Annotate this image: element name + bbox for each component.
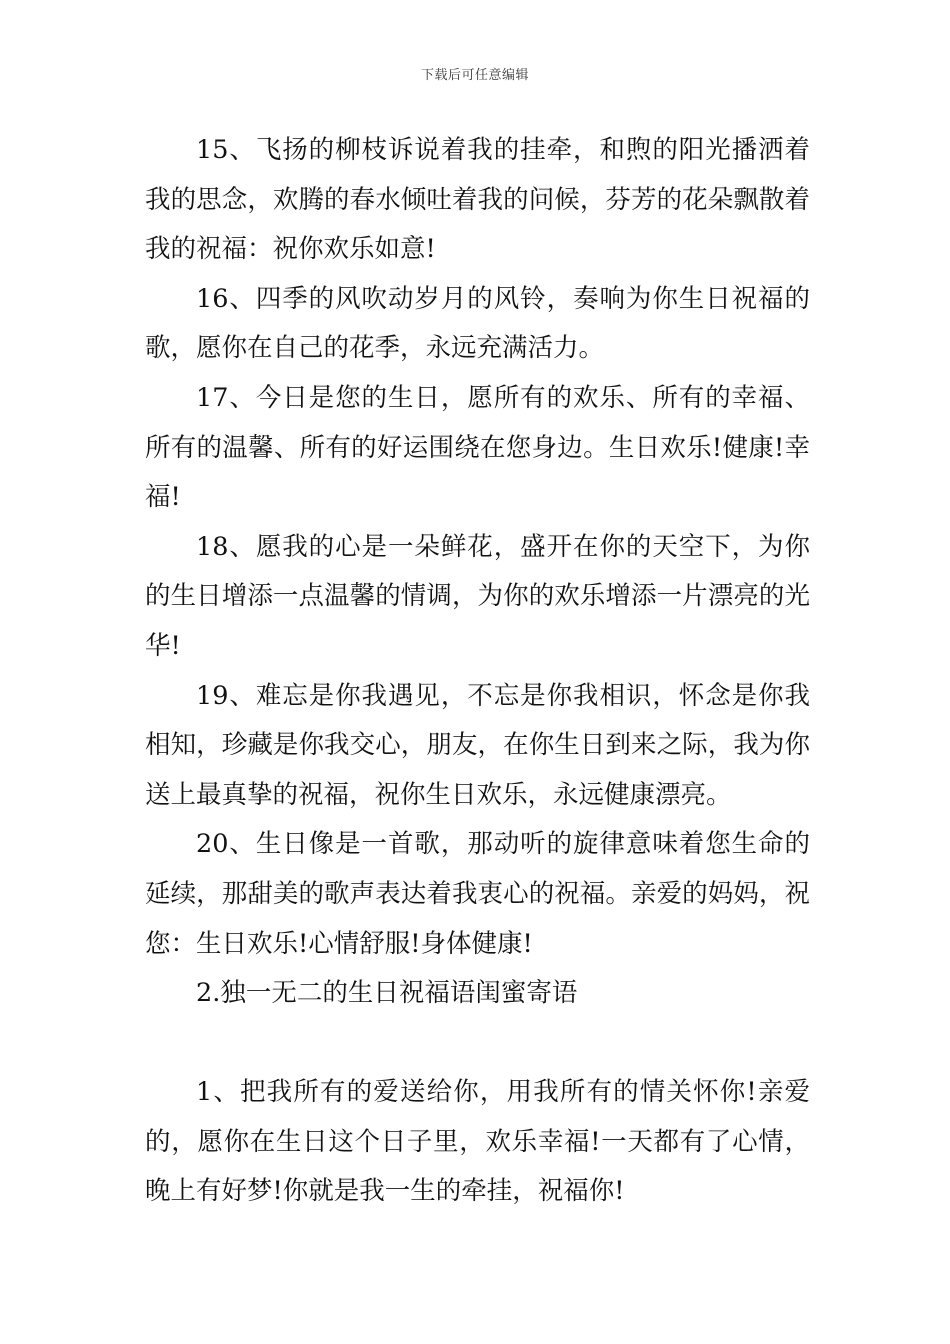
- paragraph-1: 1、把我所有的爱送给你，用我所有的情关怀你!亲爱的，愿你在生日这个日子里，欢乐幸福!一天都有了心情，晚上有好梦!你就是我一生的牵挂，祝福你!: [145, 1077, 810, 1207]
- paragraph-17: 17、今日是您的生日，愿所有的欢乐、所有的幸福、所有的温馨、所有的好运围绕在您身边。生日欢乐!健康!幸福!: [145, 382, 810, 513]
- paragraph-16: 16、四季的风吹动岁月的风铃，奏响为你生日祝福的歌，愿你在自己的花季，永远充满活力。: [145, 283, 810, 364]
- paragraph-19: 19、难忘是你我遇见，不忘是你我相识，怀念是你我相知，珍藏是你我交心，朋友，在你生日到来之际，我为你送上最真挚的祝福，祝你生日欢乐，永远健康漂亮。: [145, 680, 810, 810]
- blank-line: [145, 1019, 810, 1069]
- document-body: [145, 126, 810, 1217]
- paragraph-18: 18、愿我的心是一朵鲜花，盛开在你的天空下，为你的生日增添一点温馨的情调，为你的欢乐增添一片漂亮的光华!: [145, 531, 810, 661]
- section-heading: 2.独一无二的生日祝福语闺蜜寄语: [196, 978, 578, 1009]
- paragraph-20: 20、生日像是一首歌，那动听的旋律意味着您生命的延续，那甜美的歌声表达着我衷心的祝福。亲爱的妈妈，祝您：生日欢乐!心情舒服!身体健康!: [145, 829, 810, 959]
- paragraph-15: 15、飞扬的柳枝诉说着我的挂牵，和煦的阳光播洒着我的思念，欢腾的春水倾吐着我的问候，芬芳的花朵飘散着我的祝福：祝你欢乐如意!: [145, 135, 810, 265]
- page-header: 下载后可任意编辑: [420, 68, 529, 83]
